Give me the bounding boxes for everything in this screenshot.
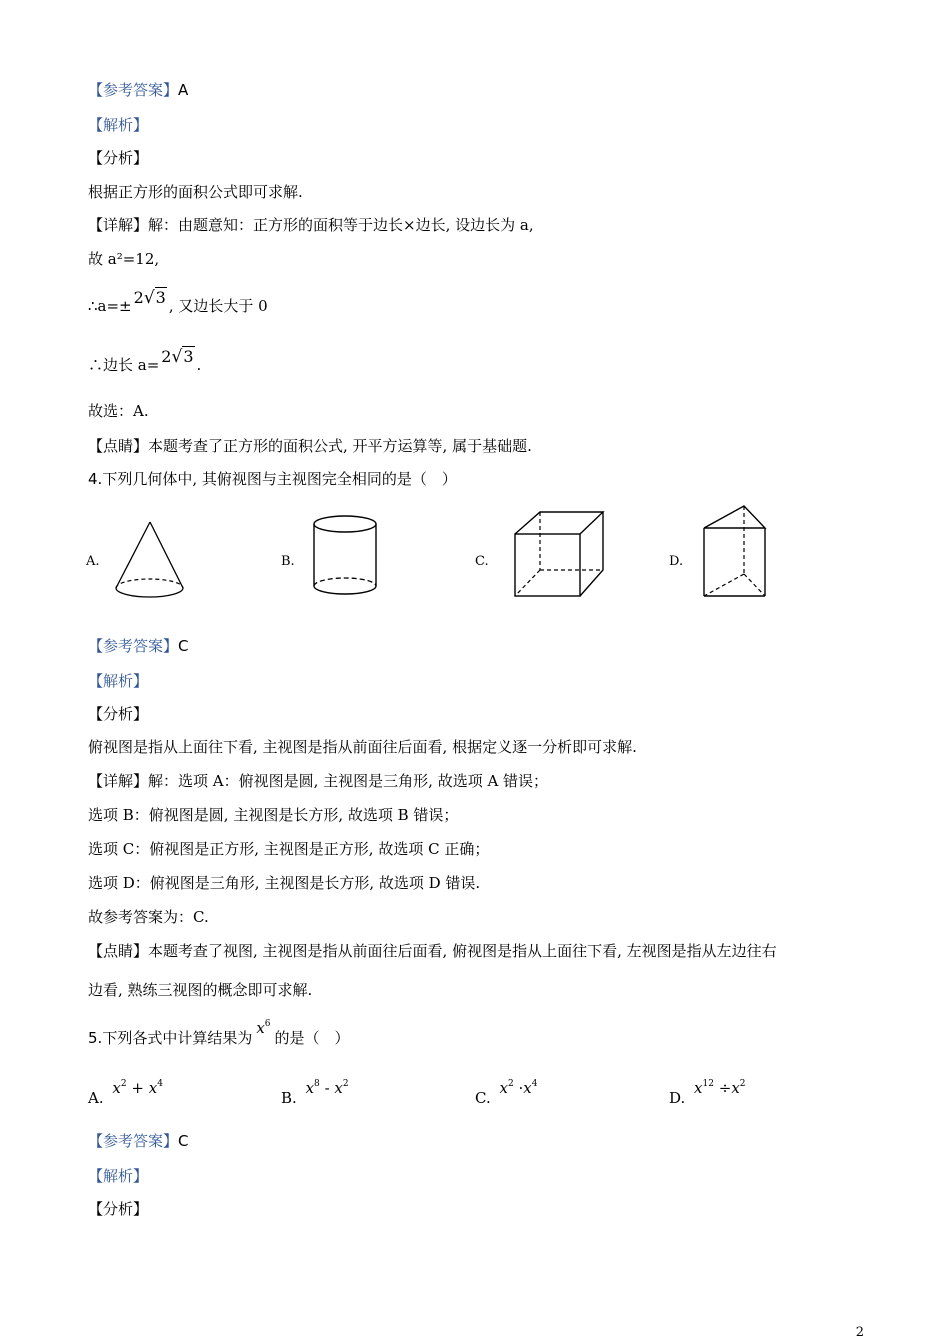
dianjing-tag: 【点睛】	[88, 437, 149, 455]
option-label: B.	[281, 1089, 297, 1107]
q5-analysis-tag: 【解析】	[88, 1167, 149, 1185]
q4-fenxi-tag: 【分析】	[88, 705, 149, 723]
q4-analysis-tag: 【解析】	[88, 672, 149, 690]
answer-value: A	[178, 81, 189, 99]
sqrt-expression-2: 2√3	[161, 347, 194, 367]
line3-prefix: ∴a=±	[88, 297, 132, 315]
line3-suffix: , 又边长大于 0	[168, 297, 268, 315]
q5-fenxi-tag: 【分析】	[88, 1200, 149, 1218]
option-label: A.	[88, 1089, 104, 1107]
stem-exp: 6	[264, 1019, 271, 1029]
q3-analysis-tag: 【解析】	[88, 116, 149, 134]
option-label: C.	[475, 1089, 491, 1107]
q3-answer-line	[88, 80, 188, 100]
q4-detail-line	[88, 771, 548, 791]
question-stem: 下列几何体中, 其俯视图与主视图完全相同的是（ ）	[102, 470, 457, 488]
q4-line-c: 选项 C：俯视图是正方形, 主视图是正方形, 故选项 C 正确；	[88, 840, 490, 858]
detail-tag: 【详解】	[88, 772, 149, 790]
q3-line3	[88, 288, 268, 316]
q4-dianjing-line-2: 边看, 熟练三视图的概念即可求解.	[88, 981, 313, 999]
option-expression: $x^8 - x^2$	[305, 1079, 349, 1097]
q5-option-b	[281, 1079, 349, 1108]
cylinder-figure	[308, 510, 384, 600]
q3-choose: 故选：A.	[88, 402, 149, 420]
option-expression: $x^{12} \div x^2$	[694, 1079, 746, 1097]
sqrt-radicand: 3	[155, 288, 166, 307]
page-number: 2	[855, 1325, 864, 1340]
q3-fenxi-tag: 【分析】	[88, 149, 149, 167]
stem-suffix: 的是（ ）	[274, 1029, 350, 1047]
question-number: 5.	[88, 1029, 103, 1047]
answer-tag: 【参考答案】	[88, 81, 179, 99]
q3-line2: 故 a²=12,	[88, 250, 160, 268]
option-b-label: B.	[281, 554, 295, 569]
detail-text: 解：选项 A：俯视图是圆, 主视图是三角形, 故选项 A 错误；	[148, 772, 549, 790]
stem-power	[256, 1019, 270, 1037]
option-expression: $x^2 \cdot x^4$	[499, 1079, 538, 1097]
cone-figure	[110, 518, 190, 600]
q4-dianjing-line	[88, 941, 777, 961]
stem-prefix: 下列各式中计算结果为	[102, 1029, 253, 1047]
triangular-prism-figure	[698, 502, 772, 600]
sqrt-radicand-2: 3	[183, 347, 194, 366]
option-expression: $x^2 + x^4$	[112, 1079, 163, 1097]
line4-suffix: .	[196, 356, 202, 374]
dianjing-tag: 【点睛】	[88, 942, 149, 960]
q4-choose: 故参考答案为：C.	[88, 908, 209, 926]
q4-fenxi-text: 俯视图是指从上面往下看, 主视图是指从前面往后面看, 根据定义逐一分析即可求解.	[88, 738, 637, 756]
q4-line-d: 选项 D：俯视图是三角形, 主视图是长方形, 故选项 D 错误.	[88, 874, 481, 892]
q5-answer-line	[88, 1131, 189, 1151]
detail-tag: 【详解】	[88, 216, 149, 234]
q3-fenxi-text: 根据正方形的面积公式即可求解.	[88, 183, 303, 201]
line4-prefix: ∴边长 a=	[88, 356, 160, 374]
option-d-label: D.	[669, 554, 684, 569]
q4-line-b: 选项 B：俯视图是圆, 主视图是长方形, 故选项 B 错误；	[88, 806, 459, 824]
answer-tag: 【参考答案】	[88, 637, 179, 655]
answer-tag: 【参考答案】	[88, 1132, 179, 1150]
q4-stem-line	[88, 469, 457, 489]
cube-figure	[510, 508, 608, 600]
dianjing-text: 本题考查了正方形的面积公式, 开平方运算等, 属于基础题.	[148, 437, 532, 455]
q5-option-d	[669, 1079, 746, 1108]
sqrt-expression: 2√3	[133, 288, 166, 308]
option-a-label: A.	[86, 554, 100, 569]
q5-option-a	[88, 1079, 163, 1108]
detail-text: 解：由题意知：正方形的面积等于边长×边长, 设边长为 a,	[148, 216, 534, 234]
sqrt-coef-2: 2	[161, 347, 172, 366]
q3-line4	[88, 347, 202, 375]
q3-detail-line	[88, 215, 534, 235]
answer-value: C	[178, 1132, 189, 1150]
option-c-label: C.	[475, 554, 489, 569]
q4-answer-line	[88, 636, 189, 656]
dianjing-text: 本题考查了视图, 主视图是指从前面往后面看, 俯视图是指从上面往下看, 左视图是指从左边往右	[148, 942, 777, 960]
q5-stem-line	[88, 1019, 350, 1048]
question-number: 4.	[88, 470, 103, 488]
option-label: D.	[669, 1089, 686, 1107]
answer-value: C	[178, 637, 189, 655]
q3-dianjing-line	[88, 436, 532, 456]
sqrt-coef: 2	[133, 288, 144, 307]
q5-option-c	[475, 1079, 538, 1108]
stem-var: x	[256, 1019, 265, 1037]
